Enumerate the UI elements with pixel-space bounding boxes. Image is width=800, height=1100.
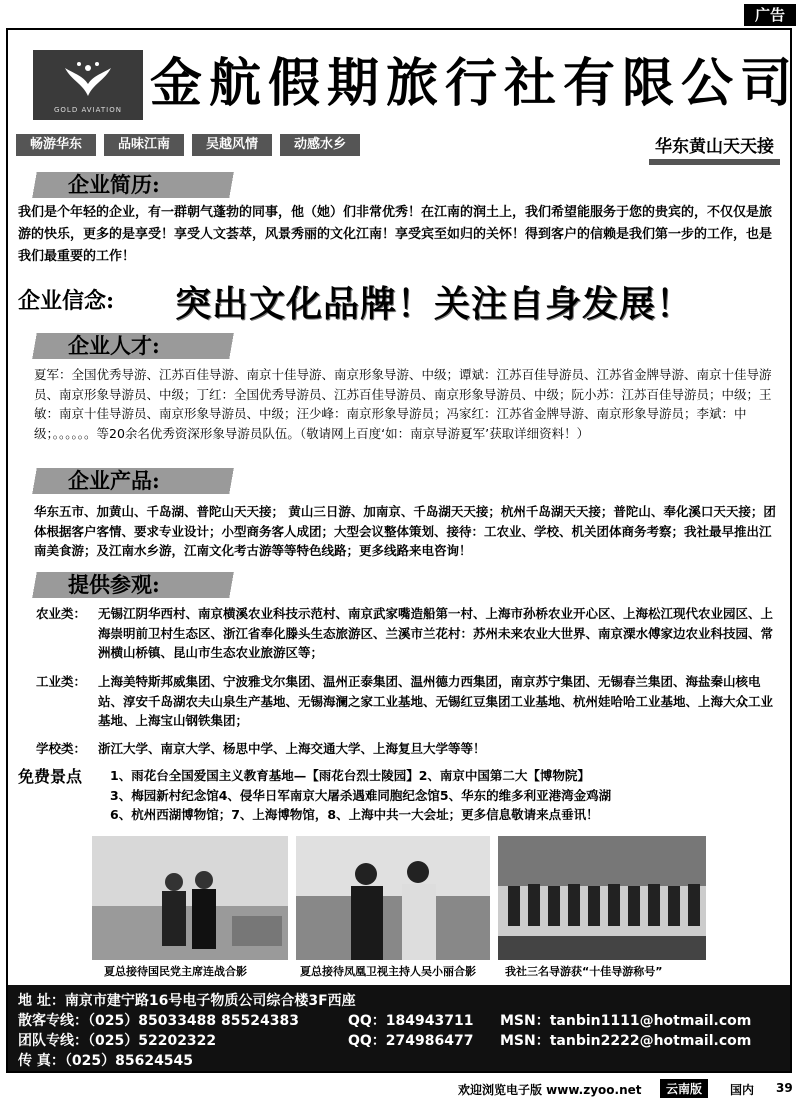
industry-label: 工业类： bbox=[36, 674, 87, 689]
fax-label: 传 真： bbox=[18, 1053, 65, 1069]
logo-text: GOLD AVIATION bbox=[54, 106, 122, 114]
products-heading: 企业产品: bbox=[18, 468, 248, 494]
free-label: 免费景点 bbox=[18, 767, 83, 786]
qq-2: QQ：274986477 bbox=[348, 1033, 474, 1049]
group-phone: （025）52202322 bbox=[88, 1033, 217, 1049]
photo-awards bbox=[498, 836, 706, 960]
company-logo bbox=[33, 50, 143, 120]
page-number: 39 bbox=[776, 1081, 793, 1095]
fax: （025）85624545 bbox=[64, 1053, 194, 1069]
free-item: 6、杭州西湖博物馆；7、上海博物馆，8、上海中共一大会址；更多信息敬请来点垂讯！ bbox=[110, 807, 599, 822]
edition-badge: 云南版 bbox=[660, 1079, 708, 1098]
retail-label: 散客专线： bbox=[18, 1013, 88, 1029]
intro-text: 我们是个年轻的企业，有一群朝气蓬勃的同事，他（她）们非常优秀！在江南的润土上，我们希望能服务于您的贵宾的，不仅仅是旅游的快乐，更多的是享受！享受人文荟萃，风景秀丽的文化江南！享受宾至如归的关怀！得到客户的信赖是我们第一步的工作，也是我们最重要的工作！ bbox=[18, 205, 773, 264]
address-label: 地 址： bbox=[18, 993, 65, 1009]
tagline: 华东黄山天天接 bbox=[649, 132, 780, 165]
retail-phone: （025）85033488 85524383 bbox=[88, 1013, 299, 1029]
ad-badge: 广告 bbox=[744, 4, 796, 26]
free-item: 1、雨花台全国爱国主义教育基地—【雨花台烈士陵园】2、南京中国第二大【博物院】 bbox=[110, 768, 590, 783]
address: 南京市建宁路16号电子物质公司综合楼3F西座 bbox=[64, 993, 356, 1009]
slogan: 畅游华东 bbox=[16, 134, 96, 156]
company-name: 金航假期旅行社有限公司 bbox=[150, 53, 800, 114]
page-footer bbox=[0, 1077, 800, 1099]
slogan-bar bbox=[16, 134, 360, 156]
slogan: 品味江南 bbox=[104, 134, 184, 156]
photo-wuxiaoli bbox=[296, 836, 490, 960]
contact-block bbox=[8, 985, 790, 1071]
intro-heading: 企业简历: bbox=[18, 172, 248, 198]
footer-site[interactable]: 欢迎浏览电子版 www.zyoo.net bbox=[458, 1083, 642, 1097]
qq-1: QQ：184943711 bbox=[348, 1013, 474, 1029]
products-text: 华东五市、加黄山、千岛湖、普陀山天天接； 黄山三日游、加南京、千岛湖天天接；杭州千岛湖天天接；普陀山、奉化溪口天天接；团体根据客户客情、要求专业设计；小型商务客人成团；大型会议整体策划、接待：工农业、学校、机关团体商务考察；我社最早推出江南美食游；及江南水乡游，江南文化考古游等等特色线路；更多线路来电咨询！ bbox=[34, 504, 776, 558]
photo-lianzhan bbox=[92, 836, 288, 960]
industry-text: 上海美特斯邦威集团、宁波雅戈尔集团、温州正泰集团、温州德力西集团，南京苏宁集团、无锡春兰集团、海盐秦山核电站、淳安千岛湖农夫山泉生产基地、无锡海澜之家工业基地、无锡红豆集团工业基地、杭州娃哈哈工业基地、上海大众工业基地、上海宝山钢铁集团； bbox=[98, 674, 774, 728]
slogan: 动感水乡 bbox=[280, 134, 360, 156]
section-label: 国内 bbox=[730, 1083, 755, 1097]
wings-icon bbox=[63, 58, 113, 102]
talent-heading: 企业人才: bbox=[18, 333, 248, 359]
free-list bbox=[110, 766, 780, 825]
photo-caption: 我社三名导游获“十佳导游称号” bbox=[505, 965, 663, 978]
belief-heading: 企业信念: bbox=[18, 288, 115, 314]
photo-caption: 夏总接待凤凰卫视主持人吴小丽合影 bbox=[300, 965, 476, 978]
agri-label: 农业类： bbox=[36, 606, 87, 621]
msn-2: MSN：tanbin2222@hotmail.com bbox=[500, 1033, 752, 1049]
school-text: 浙江大学、南京大学、杨思中学、上海交通大学、上海复旦大学等等！ bbox=[98, 741, 486, 756]
group-label: 团队专线： bbox=[18, 1033, 88, 1049]
photo-caption: 夏总接待国民党主席连战合影 bbox=[104, 965, 247, 978]
belief-text: 突出文化品牌！关注自身发展！ bbox=[175, 284, 694, 325]
free-item: 3、梅园新村纪念馆4、侵华日军南京大屠杀遇难同胞纪念馆5、华东的维多利亚港湾金鸡湖 bbox=[110, 787, 612, 803]
visits-heading: 提供参观: bbox=[18, 572, 248, 598]
school-label: 学校类： bbox=[36, 741, 87, 756]
msn-1: MSN：tanbin1111@hotmail.com bbox=[500, 1013, 752, 1029]
slogan: 吴越风情 bbox=[192, 134, 272, 156]
talent-text: 夏军：全国优秀导游、江苏百佳导游、南京十佳导游、南京形象导游、中级；谭斌：江苏百佳导游员、江苏省金牌导游、南京十佳导游员、南京形象导游员、中级；丁红：全国优秀导游员、江苏百佳导游员、南京形象导游员、中级；阮小苏：江苏百佳导游员；中级；王敏：南京十佳导游员、南京形象导游员、中级；汪少峰：南京形象导游员；冯家红：江苏省金牌导游、南京形象导游员；李斌：中级；。。。。。。等20余名优秀资深形象导游员队伍。（敬请网上百度‘如：南京导游夏军’获取详细资料！） bbox=[34, 367, 772, 441]
agri-text: 无锡江阴华西村、南京横溪农业科技示范村、南京武家嘴造船第一村、上海市孙桥农业开心区、上海松江现代农业园区、上海崇明前卫村生态区、浙江省奉化滕头生态旅游区、兰溪市兰花村：苏州未来农业大世界、南京溧水傅家边农业科技园、常洲横山桥镇、昆山市生态农业旅游区等； bbox=[98, 606, 774, 660]
